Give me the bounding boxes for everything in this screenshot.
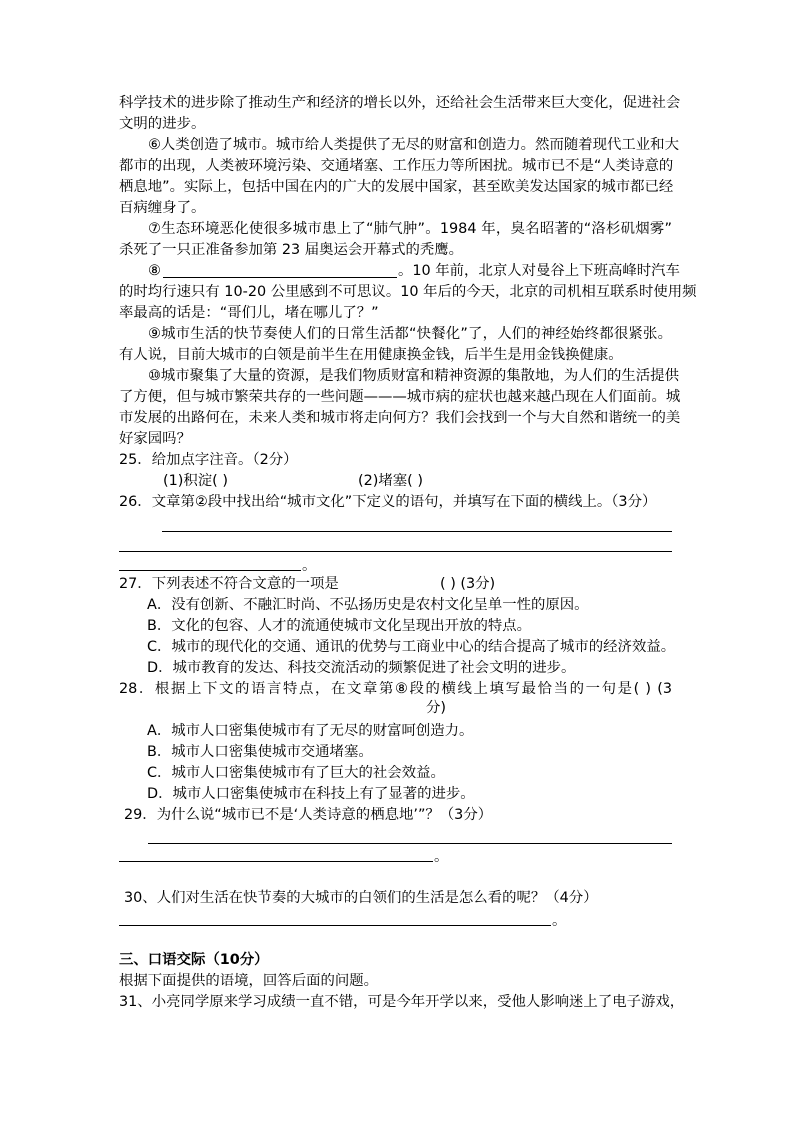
passage-line: 栖息地”。实际上，包括中国在内的广大的发展中国家，甚至欧美发达国家的城市都已经: [119, 179, 674, 195]
paragraph-6: ⑥人类创造了城市。城市给人类提供了无尽的财富和创造力。然而随着现代工业和大: [148, 137, 679, 153]
passage-line: 科学技术的进步除了推动生产和经济的增长以外，还给社会生活带来巨大变化，促进社会: [119, 95, 681, 111]
question-31: 31、小亮同学原来学习成绩一直不错，可是今年开学以来，受他人影响迷上了电子游戏，: [119, 994, 685, 1010]
period: 。: [434, 849, 449, 865]
answer-line[interactable]: [162, 531, 672, 532]
option-a: A．没有创新、不融汇时尚、不弘扬历史是农村文化呈单一性的原因。: [147, 597, 589, 613]
passage-line: 率最高的话是：“哥们儿，堵在哪儿了？”: [119, 305, 379, 321]
option-d: D．城市教育的发达、科技交流活动的频繁促进了社会文明的进步。: [147, 660, 576, 676]
answer-slot-2[interactable]: (2)堵塞( ): [358, 473, 423, 489]
answer-line[interactable]: [119, 861, 433, 862]
answer-slot-1[interactable]: (1)积淀( ): [163, 473, 228, 489]
answer-paren[interactable]: ( ) (3分): [440, 576, 496, 592]
option-d: D．城市人口密集使城市在科技上有了显著的进步。: [147, 786, 475, 802]
passage-line: 。10 年前，北京人对曼谷上下班高峰时汽车: [398, 263, 680, 279]
answer-line[interactable]: [119, 925, 551, 926]
passage-line: 文明的进步。: [119, 116, 206, 132]
section-heading: 三、口语交际（10分）: [119, 952, 269, 968]
option-b: B．城市人口密集使城市交通堵塞。: [147, 744, 373, 760]
passage-line: 的时均行速只有 10-20 公里感到不可思议。10 年后的今天，北京的司机相互联系时使用频: [119, 284, 697, 300]
passage-line: 好家园吗？: [119, 431, 191, 447]
passage-line: 百病缠身了。: [119, 200, 206, 216]
paragraph-8-blank[interactable]: [163, 277, 397, 278]
question-stem: 26．文章第②段中找出给“城市文化”下定义的语句，并填写在下面的横线上。（3分）: [119, 494, 657, 510]
option-c: C．城市的现代化的交通、通讯的优势与工商业中心的结合提高了城市的经济效益。: [147, 639, 676, 655]
passage-line: 杀死了一只正准备参加第 23 届奥运会开幕式的秃鹰。: [119, 242, 464, 258]
question-stem: 30、人们对生活在快节奏的大城市的白领们的生活是怎么看的呢？（4分）: [124, 890, 598, 906]
question-stem: 27．下列表述不符合文意的一项是: [119, 576, 339, 592]
option-c: C．城市人口密集使城市有了巨大的社会效益。: [147, 765, 445, 781]
period: 。: [552, 913, 567, 929]
question-stem-end: 分): [426, 700, 447, 716]
paragraph-10: ⑩城市聚集了大量的资源，是我们物质财富和精神资源的集散地，为人们的生活提供: [148, 368, 679, 384]
passage-line: 市发展的出路何在，未来人类和城市将走向何方？我们会找到一个与大自然和谐统一的美: [119, 410, 681, 426]
question-stem: 25．给加点字注音。（2分）: [119, 452, 298, 468]
answer-line[interactable]: [119, 570, 301, 571]
period: 。: [302, 558, 317, 574]
paragraph-9: ⑨城市生活的快节奏使人们的日常生活都“快餐化”了，人们的神经始终都很紧张。: [148, 326, 672, 342]
option-b: B．文化的包容、人才的流通使城市文化呈现出开放的特点。: [147, 618, 532, 634]
answer-line[interactable]: [148, 843, 672, 844]
question-stem: 28．根据上下文的语言特点，在文章第⑧段的横线上填写最恰当的一句是( ) (3: [119, 681, 672, 697]
paragraph-7: ⑦生态环境恶化使很多城市患上了“肺气肿”。1984 年，臭名昭著的“洛杉矶烟雾”: [148, 221, 672, 237]
passage-line: 了方便，但与城市繁荣共存的一些问题———城市病的症状也越来越凸现在人们面前。城: [119, 389, 681, 405]
option-a: A．城市人口密集使城市有了无尽的财富呵创造力。: [147, 723, 474, 739]
passage-line: 都市的出现，人类被环境污染、交通堵塞、工作压力等所困扰。城市已不是“人类诗意的: [119, 158, 674, 174]
answer-line[interactable]: [119, 551, 672, 552]
question-stem: 29．为什么说“城市已不是‘人类诗意的栖息地’”？（3分）: [124, 807, 493, 823]
paragraph-8-number: ⑧: [148, 263, 161, 279]
section-intro: 根据下面提供的语境，回答后面的问题。: [119, 973, 379, 989]
passage-line: 有人说，目前大城市的白领是前半生在用健康换金钱，后半生是用金钱换健康。: [119, 347, 623, 363]
